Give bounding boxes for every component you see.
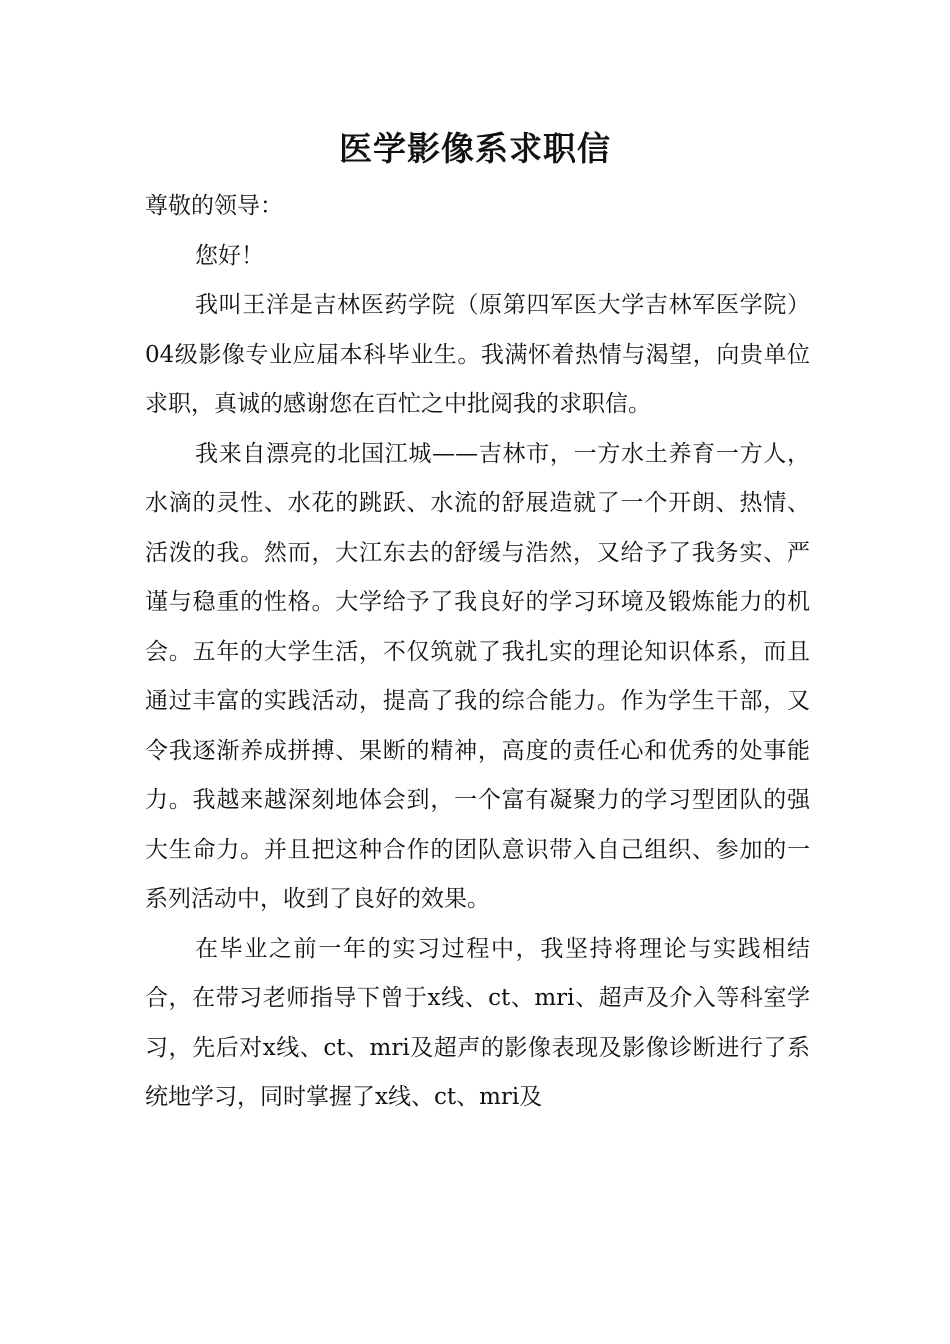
salutation: 尊敬的领导：	[145, 193, 283, 219]
paragraph-background: 我来自漂亮的北国江城——吉林市，一方水土养育一方人，水滴的灵性、水花的跳跃、水流的舒展造就了一个开朗、热情、活泼的我。然而，大江东去的舒缓与浩然，又给予了我务实、严谨与稳重的性格。大学给予了我良好的学习环境及锻炼能力的机会。五年的大学生活，不仅筑就了我扎实的理论知识体系，而且通过丰富的实践活动，提高了我的综合能力。作为学生干部，又令我逐渐养成拼搏、果断的精神，高度的责任心和优秀的处事能力。我越来越深刻地体会到，一个富有凝聚力的学习型团队的强大生命力。并且把这种合作的团队意识带入自己组织、参加的一系列活动中，收到了良好的效果。	[145, 440, 810, 912]
paragraph-internship: 在毕业之前一年的实习过程中，我坚持将理论与实践相结合，在带习老师指导下曾于x线、ct、mri、超声及介入等科室学习，先后对x线、ct、mri及超声的影像表现及影像诊断进行了系统地学习，同时掌握了x线、ct、mri及	[145, 935, 810, 1110]
paragraph-intro: 我叫王洋是吉林医药学院（原第四军医大学吉林军医学院）04级影像专业应届本科毕业生。我满怀着热情与渴望，向贵单位求职，真诚的感谢您在百忙之中批阅我的求职信。	[145, 292, 810, 417]
document-title: 医学影像系求职信	[339, 129, 611, 168]
greeting: 您好！	[195, 242, 264, 269]
letter-body	[145, 182, 810, 1123]
